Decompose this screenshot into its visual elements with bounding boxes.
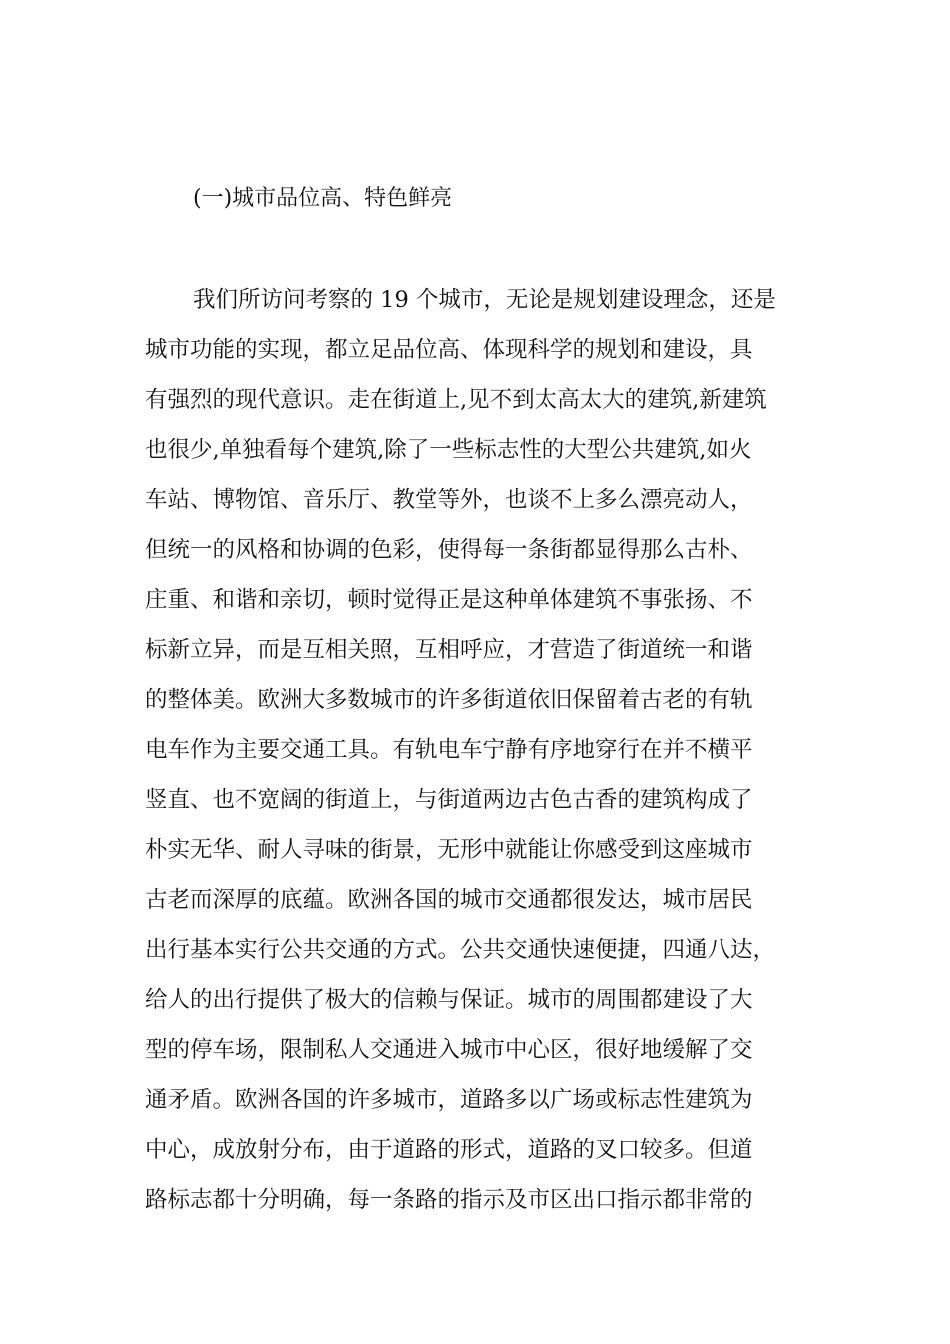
paragraph-line: 电车作为主要交通工具。有轨电车宁静有序地穿行在并不横平 xyxy=(145,737,753,763)
paragraph-line: 庄重、和谐和亲切，顿时觉得正是这种单体建筑不事张扬、不 xyxy=(145,587,753,613)
paragraph-line: 车站、博物馆、音乐厅、教堂等外，也谈不上多么漂亮动人， xyxy=(145,487,753,513)
paragraph-line: 的整体美。欧洲大多数城市的许多街道依旧保留着古老的有轨 xyxy=(145,687,753,713)
paragraph-line: 古老而深厚的底蕴。欧洲各国的城市交通都很发达，城市居民 xyxy=(145,887,753,913)
paragraph-line: 但统一的风格和协调的色彩，使得每一条街都显得那么古朴、 xyxy=(145,537,753,563)
paragraph-line: 路标志都十分明确，每一条路的指示及市区出口指示都非常的 xyxy=(145,1187,753,1213)
section-heading: (一)城市品位高、特色鲜亮 xyxy=(193,186,453,211)
paragraph-line: 朴实无华、耐人寻味的街景，无形中就能让你感受到这座城市 xyxy=(145,837,753,863)
paragraph-line: 城市功能的实现，都立足品位高、体现科学的规划和建设，具 xyxy=(145,337,753,363)
paragraph-line: 竖直、也不宽阔的街道上，与街道两边古色古香的建筑构成了 xyxy=(145,787,753,813)
paragraph-line: 我们所访问考察的 19 个城市，无论是规划建设理念，还是 xyxy=(193,287,776,313)
paragraph-line: 给人的出行提供了极大的信赖与保证。城市的周围都建设了大 xyxy=(145,987,753,1013)
paragraph-line: 中心，成放射分布，由于道路的形式，道路的叉口较多。但道 xyxy=(145,1137,753,1163)
paragraph-line: 通矛盾。欧洲各国的许多城市，道路多以广场或标志性建筑为 xyxy=(145,1087,753,1113)
paragraph-line: 有强烈的现代意识。走在街道上,见不到太高太大的建筑,新建筑 xyxy=(145,387,767,413)
paragraph-line: 也很少,单独看每个建筑,除了一些标志性的大型公共建筑,如火 xyxy=(145,437,752,463)
paragraph-line: 出行基本实行公共交通的方式。公共交通快速便捷，四通八达， xyxy=(145,937,776,963)
paragraph-line: 标新立异，而是互相关照，互相呼应，才营造了街道统一和谐 xyxy=(145,637,753,663)
paragraph-line: 型的停车场，限制私人交通进入城市中心区，很好地缓解了交 xyxy=(145,1037,753,1063)
body-paragraph xyxy=(145,283,825,1233)
